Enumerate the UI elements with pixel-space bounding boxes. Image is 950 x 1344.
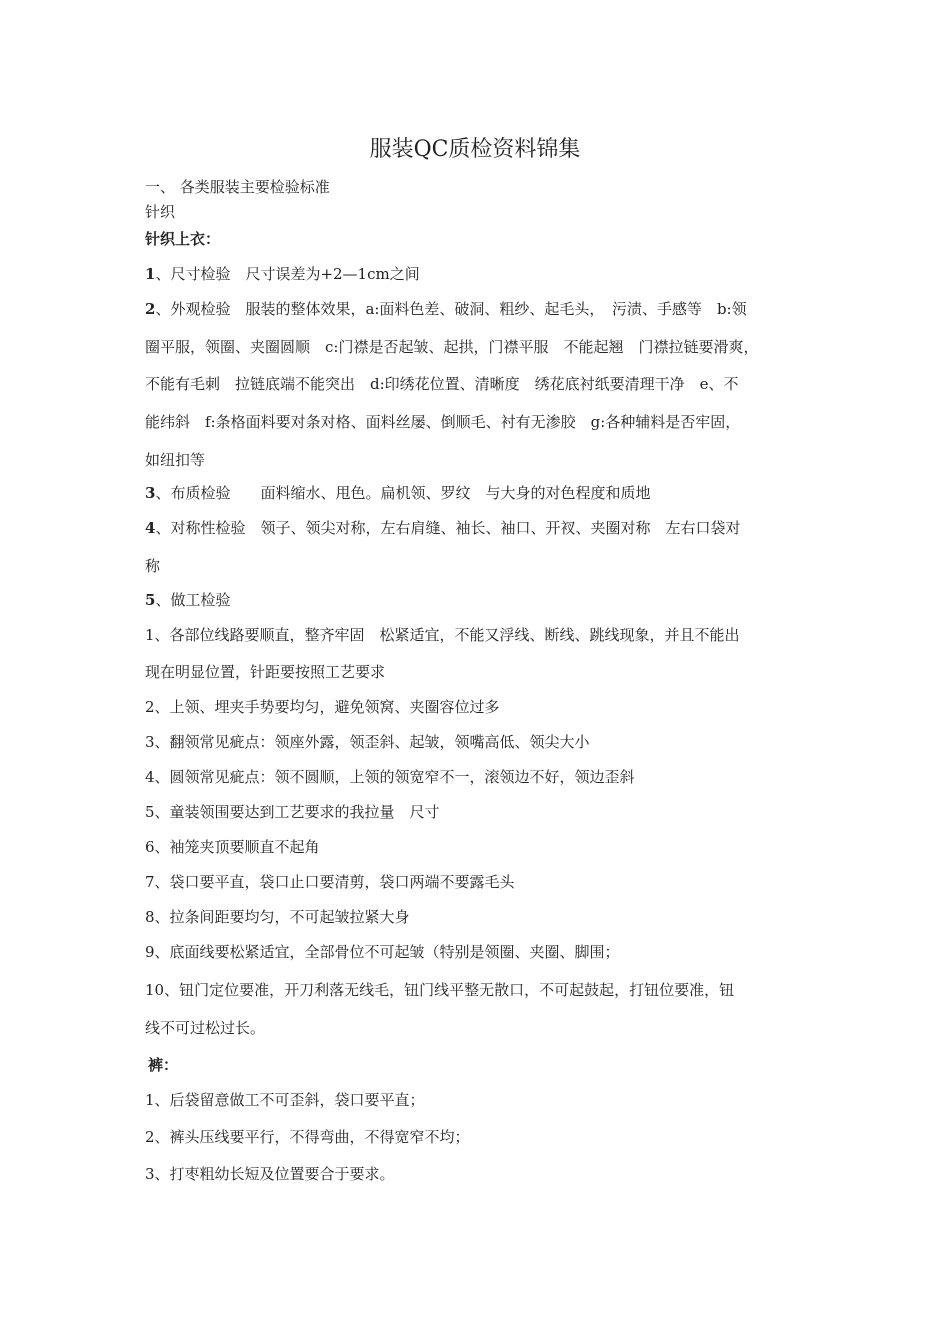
workmanship-line: 8、拉条间距要均匀，不可起皱拉紧大身 — [145, 908, 410, 926]
paragraph-line: 圈平服，领圈、夹圈圆顺 c:门襟是否起皱、起拱，门襟平服 不能起翘 门襟拉链要滑爽， — [145, 338, 759, 356]
paragraph-line: 不能有毛刺 拉链底端不能突出 d:印绣花位置、清晰度 绣花底衬纸要清理干净 e、不 — [145, 375, 739, 393]
workmanship-line: 线不可过松过长。 — [145, 1019, 266, 1037]
item-number: 1 — [145, 265, 156, 283]
item-workmanship-check — [145, 590, 825, 610]
item-symmetry-check — [145, 518, 825, 538]
item-text: 、对称性检验 领子、领尖对称，左右肩缝、袖长、袖口、开衩、夹圈对称 左右口袋对 — [155, 519, 741, 537]
pants-line: 2、裤头压线要平行，不得弯曲，不得宽窄不均； — [145, 1128, 470, 1146]
workmanship-line: 10、钮门定位要准，开刀利落无线毛，钮门线平整无散口，不可起鼓起，打钮位要准，钮 — [145, 981, 735, 999]
item-number: 4 — [145, 519, 156, 537]
workmanship-line: 7、袋口要平直，袋口止口要清剪，袋口两端不要露毛头 — [145, 873, 515, 891]
category-label: 针织 — [145, 203, 176, 221]
item-text: 、尺寸检验 尺寸误差为+2—1cm之间 — [155, 265, 420, 283]
paragraph-line: 称 — [145, 557, 161, 575]
pants-line: 3、打枣粗幼长短及位置要合于要求。 — [145, 1165, 395, 1183]
workmanship-line: 现在明显位置，针距要按照工艺要求 — [145, 663, 386, 681]
item-number: 5 — [145, 591, 156, 609]
knit-top-heading: 针织上衣： — [145, 230, 221, 248]
section-heading: 一、 各类服装主要检验标准 — [145, 178, 330, 196]
paragraph-line: 如纽扣等 — [145, 451, 206, 469]
item-appearance-check — [145, 299, 825, 319]
pants-line: 1、后袋留意做工不可歪斜，袋口要平直； — [145, 1091, 425, 1109]
workmanship-line: 9、底面线要松紧适宜，全部骨位不可起皱（特别是领圈、夹圈、脚围； — [145, 943, 620, 961]
pants-heading: 裤： — [148, 1056, 179, 1074]
workmanship-line: 2、上领、埋夹手势要均匀，避免领窝、夹圈容位过多 — [145, 698, 500, 716]
workmanship-line: 1、各部位线路要顺直，整齐牢固 松紧适宜，不能又浮线、断线、跳线现象，并且不能出 — [145, 626, 740, 644]
workmanship-line: 3、翻领常见疵点：领座外露，领歪斜、起皱，领嘴高低、领尖大小 — [145, 733, 590, 751]
item-text: 、外观检验 服装的整体效果，a:面料色差、破洞、粗纱、起毛头， 污渍、手感等 b:领 — [155, 300, 747, 318]
document-title: 服装QC质检资料锦集 — [369, 137, 581, 162]
item-text: 、布质检验 面料缩水、甩色。扁机领、罗纹 与大身的对色程度和质地 — [155, 484, 651, 502]
item-number: 2 — [145, 300, 156, 318]
item-number: 3 — [145, 484, 156, 502]
workmanship-line: 5、童装领围要达到工艺要求的我拉量 尺寸 — [145, 803, 440, 821]
item-text: 、做工检验 — [155, 591, 231, 609]
item-size-check — [145, 264, 825, 284]
paragraph-line: 能纬斜 f:条格面料要对条对格、面料丝屡、倒顺毛、衬有无渗胶 g:各种辅料是否牢固， — [145, 413, 741, 431]
workmanship-line: 4、圆领常见疵点：领不圆顺，上领的领宽窄不一，滚领边不好，领边歪斜 — [145, 768, 635, 786]
item-fabric-check — [145, 483, 825, 503]
workmanship-line: 6、袖笼夹顶要顺直不起角 — [145, 838, 320, 856]
